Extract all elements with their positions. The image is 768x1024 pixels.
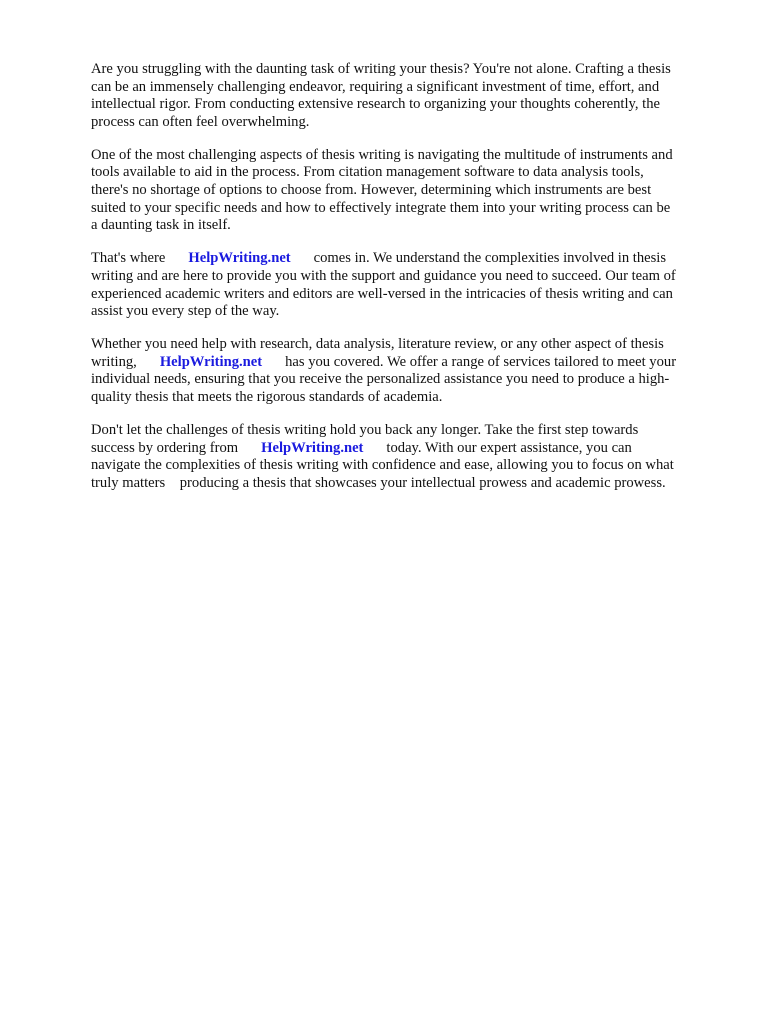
text-line: a daunting task in itself. — [91, 217, 231, 234]
text-line: Whether you need help with research, data analysis, literature review, or any other aspect of thesis — [91, 336, 664, 353]
text-fragment: success by ordering from — [91, 439, 239, 456]
text-line: navigate the complexities of thesis writing with confidence and ease, allowing you to focus on what — [91, 457, 674, 474]
text-line: can be an immensely challenging endeavor, requiring a significant investment of time, effort, and — [91, 78, 660, 95]
text-line: quality thesis that meets the rigorous standards of academia. — [91, 389, 443, 405]
text-line: individual needs, ensuring that you receive the personalized assistance you need to produce a high- — [91, 371, 670, 388]
text-line: Don't let the challenges of thesis writing hold you back any longer. Take the first step towards — [91, 422, 639, 439]
text-line: tools available to aid in the process. From citation management software to data analysis tools, — [91, 164, 644, 181]
text-line: assist you every step of the way. — [91, 303, 280, 320]
document-page — [91, 61, 721, 508]
text-fragment: has you covered. We offer a range of services tailored to meet your — [285, 353, 677, 370]
text-fragment: writing, — [91, 353, 137, 370]
paragraph-intro — [91, 61, 721, 131]
text-fragment: comes in. We understand the complexities involved in thesis — [313, 250, 667, 267]
text-line: there's no shortage of options to choose from. However, determining which instruments are best — [91, 182, 652, 199]
text-line: experienced academic writers and editors are well-versed in the intricacies of thesis writing and can — [91, 285, 673, 302]
paragraph-instruments — [91, 147, 721, 235]
helpwriting-link[interactable]: HelpWriting.net — [159, 353, 263, 370]
text-line — [91, 440, 721, 458]
text-line — [91, 250, 721, 268]
text-line: process can often feel overwhelming. — [91, 113, 310, 130]
text-line: truly matters producing a thesis that showcases your intellectual prowess and academic prowess. — [91, 474, 666, 491]
text-line: Are you struggling with the daunting task of writing your thesis? You're not alone. Crafting a thesis — [91, 61, 671, 77]
helpwriting-link[interactable]: HelpWriting.net — [188, 250, 291, 267]
paragraph-services — [91, 336, 721, 406]
text-line: writing and are here to provide you with the support and guidance you need to succeed. Our team of — [91, 267, 676, 284]
text-fragment: That's where — [91, 250, 166, 267]
text-line — [91, 354, 721, 372]
helpwriting-link[interactable]: HelpWriting.net — [261, 439, 364, 456]
text-fragment: today. With our expert assistance, you can — [386, 439, 632, 456]
text-line: suited to your specific needs and how to effectively integrate them into your writing process can be — [91, 199, 671, 216]
text-line: One of the most challenging aspects of thesis writing is navigating the multitude of instruments and — [91, 146, 673, 163]
text-line: intellectual rigor. From conducting extensive research to organizing your thoughts coherently, the — [91, 96, 660, 113]
paragraph-call-to-action — [91, 422, 721, 492]
paragraph-service-intro — [91, 250, 721, 320]
